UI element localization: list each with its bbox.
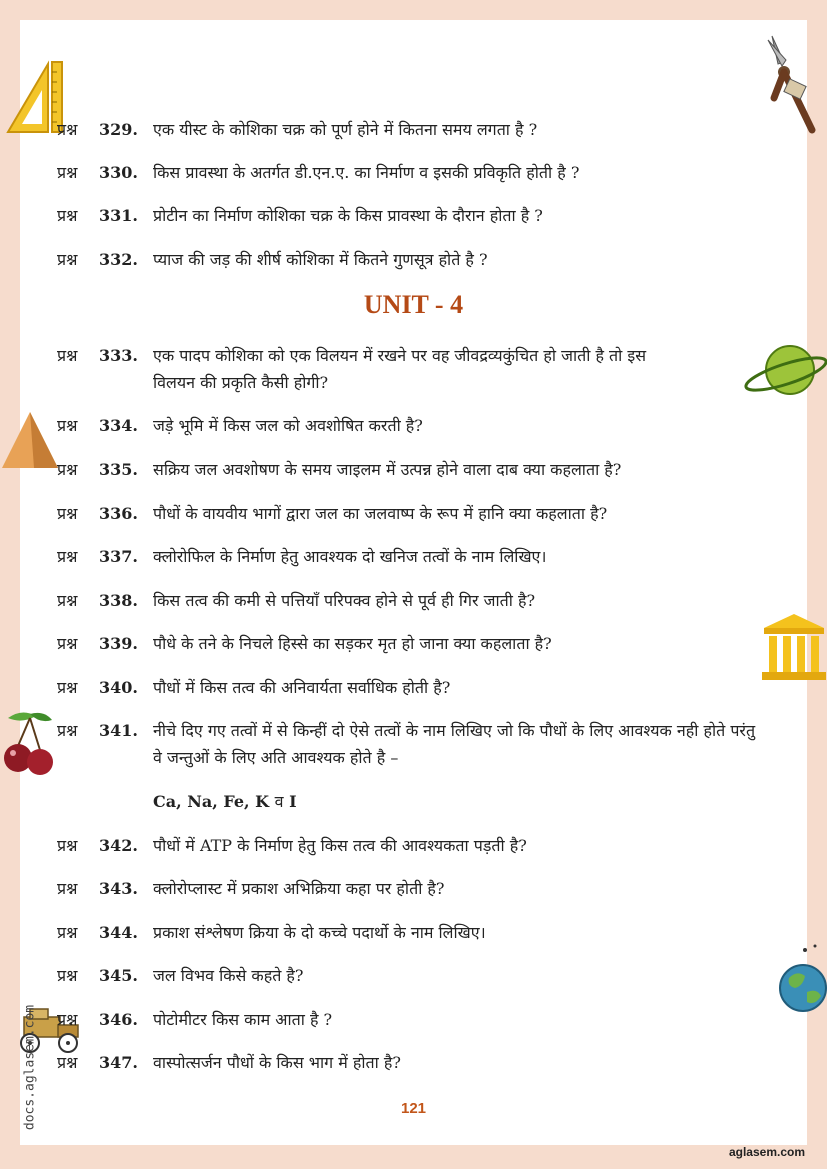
question-prefix: प्रश्न <box>57 678 78 697</box>
question-prefix: प्रश्न <box>57 416 78 435</box>
question-prefix: प्रश्न <box>57 634 78 653</box>
question-item <box>57 962 757 989</box>
page-number: 121 <box>400 1100 427 1117</box>
question-number: 336. <box>99 504 138 523</box>
question-item <box>57 500 757 527</box>
question-prefix: प्रश्न <box>57 163 78 182</box>
question-number: 338. <box>99 591 138 610</box>
unit-heading: UNIT - 4 <box>363 290 464 319</box>
question-item <box>57 116 757 143</box>
question-text: क्लोरोफिल के निर्माण हेतु आवश्यक दो खनिज तत्वों के नाम लिखिए। <box>153 547 547 566</box>
question-number: 346. <box>99 1010 138 1029</box>
question-number: 343. <box>99 879 138 898</box>
question-text: नीचे दिए गए तत्वों में से किन्हीं दो ऐसे तत्वों के नाम लिखिए जो कि पौधों के लिए आवश्यक नही होते परंतु वे जन्तुओं के लिए अति आवश्यक होते है – <box>153 721 756 767</box>
question-text: पौधों में किस तत्व की अनिवार्यता सर्वाधिक होती है? <box>153 678 451 697</box>
question-number: 333. <box>99 346 138 365</box>
question-text: प्रोटीन का निर्माण कोशिका चक्र के किस प्रावस्था के दौरान होता है ? <box>153 206 543 225</box>
question-number: 335. <box>99 460 138 479</box>
question-prefix: प्रश्न <box>57 460 78 479</box>
question-text: प्याज की जड़ की शीर्ष कोशिका में कितने गुणसूत्र होते है ? <box>153 250 488 269</box>
question-number: 339. <box>99 634 138 653</box>
question-prefix: प्रश्न <box>57 836 78 855</box>
question-item <box>57 674 757 701</box>
garden-shears-icon <box>762 32 824 137</box>
question-prefix: प्रश्न <box>57 1010 78 1029</box>
question-number: 329. <box>99 120 138 139</box>
question-prefix: प्रश्न <box>57 966 78 985</box>
elements-list-items: Ca, Na, Fe, K <box>153 792 270 811</box>
question-text: पौधों के वायवीय भागों द्वारा जल का जलवाष्प के रूप में हानि क्या कहलाता है? <box>153 504 608 523</box>
question-text: किस तत्व की कमी से पत्तियाँ परिपक्व होने से पूर्व ही गिर जाती है? <box>153 591 536 610</box>
question-item <box>57 202 757 229</box>
question-item <box>57 1049 757 1076</box>
elements-list <box>153 790 297 812</box>
question-text: किस प्रावस्था के अतर्गत डी.एन.ए. का निर्माण व इसकी प्रविकृति होती है ? <box>153 163 580 182</box>
question-text: सक्रिय जल अवशोषण के समय जाइलम में उत्पन्न होने वाला दाब क्या कहलाता है? <box>153 460 622 479</box>
question-item <box>57 1006 757 1033</box>
question-text: पोटोमीटर किस काम आता है ? <box>153 1010 333 1029</box>
question-text: एक पादप कोशिका को एक विलयन में रखने पर वह जीवद्रव्यकुंचित हो जाती है तो इस विलयन की प्रकृति कैसी होगी? <box>153 346 647 392</box>
question-prefix: प्रश्न <box>57 346 78 365</box>
question-item <box>57 919 757 946</box>
question-number: 342. <box>99 836 138 855</box>
question-item <box>57 543 757 570</box>
question-text: जल विभव किसे कहते है? <box>153 966 304 985</box>
question-item <box>57 246 757 273</box>
globe-earth-icon <box>775 940 827 1020</box>
question-number: 337. <box>99 547 138 566</box>
side-watermark: docs.aglasem.com <box>22 1004 38 1131</box>
question-prefix: प्रश्न <box>57 504 78 523</box>
question-item <box>57 456 757 483</box>
question-prefix: प्रश्न <box>57 206 78 225</box>
question-text: वास्पोत्सर्जन पौधों के किस भाग में होता है? <box>153 1053 401 1072</box>
pyramid-icon <box>0 408 60 470</box>
question-prefix: प्रश्न <box>57 923 78 942</box>
question-item <box>57 587 757 614</box>
question-item <box>57 630 757 657</box>
question-prefix: प्रश्न <box>57 547 78 566</box>
question-text: क्लोरोप्लास्ट में प्रकाश अभिक्रिया कहा पर होती है? <box>153 879 445 898</box>
question-number: 340. <box>99 678 138 697</box>
question-number: 331. <box>99 206 138 225</box>
question-text: पौधे के तने के निचले हिस्से का सड़कर मृत हो जाना क्या कहलाता है? <box>153 634 552 653</box>
question-number: 334. <box>99 416 138 435</box>
question-prefix: प्रश्न <box>57 879 78 898</box>
question-number: 332. <box>99 250 138 269</box>
question-item <box>57 159 757 186</box>
question-text: पौधों में ATP के निर्माण हेतु किस तत्व की आवश्यकता पड़ती है? <box>153 836 527 855</box>
saturn-planet-icon <box>742 330 827 410</box>
question-number: 341. <box>99 721 138 740</box>
question-text: जड़े भूमि में किस जल को अवशोषित करती है? <box>153 416 423 435</box>
question-item <box>57 342 667 396</box>
question-number: 345. <box>99 966 138 985</box>
question-number: 347. <box>99 1053 138 1072</box>
question-prefix: प्रश्न <box>57 1053 78 1072</box>
question-number: 330. <box>99 163 138 182</box>
temple-columns-icon <box>760 610 827 682</box>
elements-conjunction: व <box>274 792 284 811</box>
site-credit: aglasem.com <box>728 1145 805 1159</box>
question-item <box>57 832 757 859</box>
question-text: प्रकाश संश्लेषण क्रिया के दो कच्चे पदार्थो के नाम लिखिए। <box>153 923 486 942</box>
question-item <box>57 412 757 439</box>
question-item <box>57 875 757 902</box>
question-prefix: प्रश्न <box>57 591 78 610</box>
question-number: 344. <box>99 923 138 942</box>
question-text: एक यीस्ट के कोशिका चक्र को पूर्ण होने में कितना समय लगता है ? <box>153 120 538 139</box>
question-prefix: प्रश्न <box>57 120 78 139</box>
question-prefix: प्रश्न <box>57 721 78 740</box>
cherries-icon <box>0 706 56 778</box>
elements-list-last: I <box>289 792 297 811</box>
question-prefix: प्रश्न <box>57 250 78 269</box>
question-item <box>57 717 757 771</box>
